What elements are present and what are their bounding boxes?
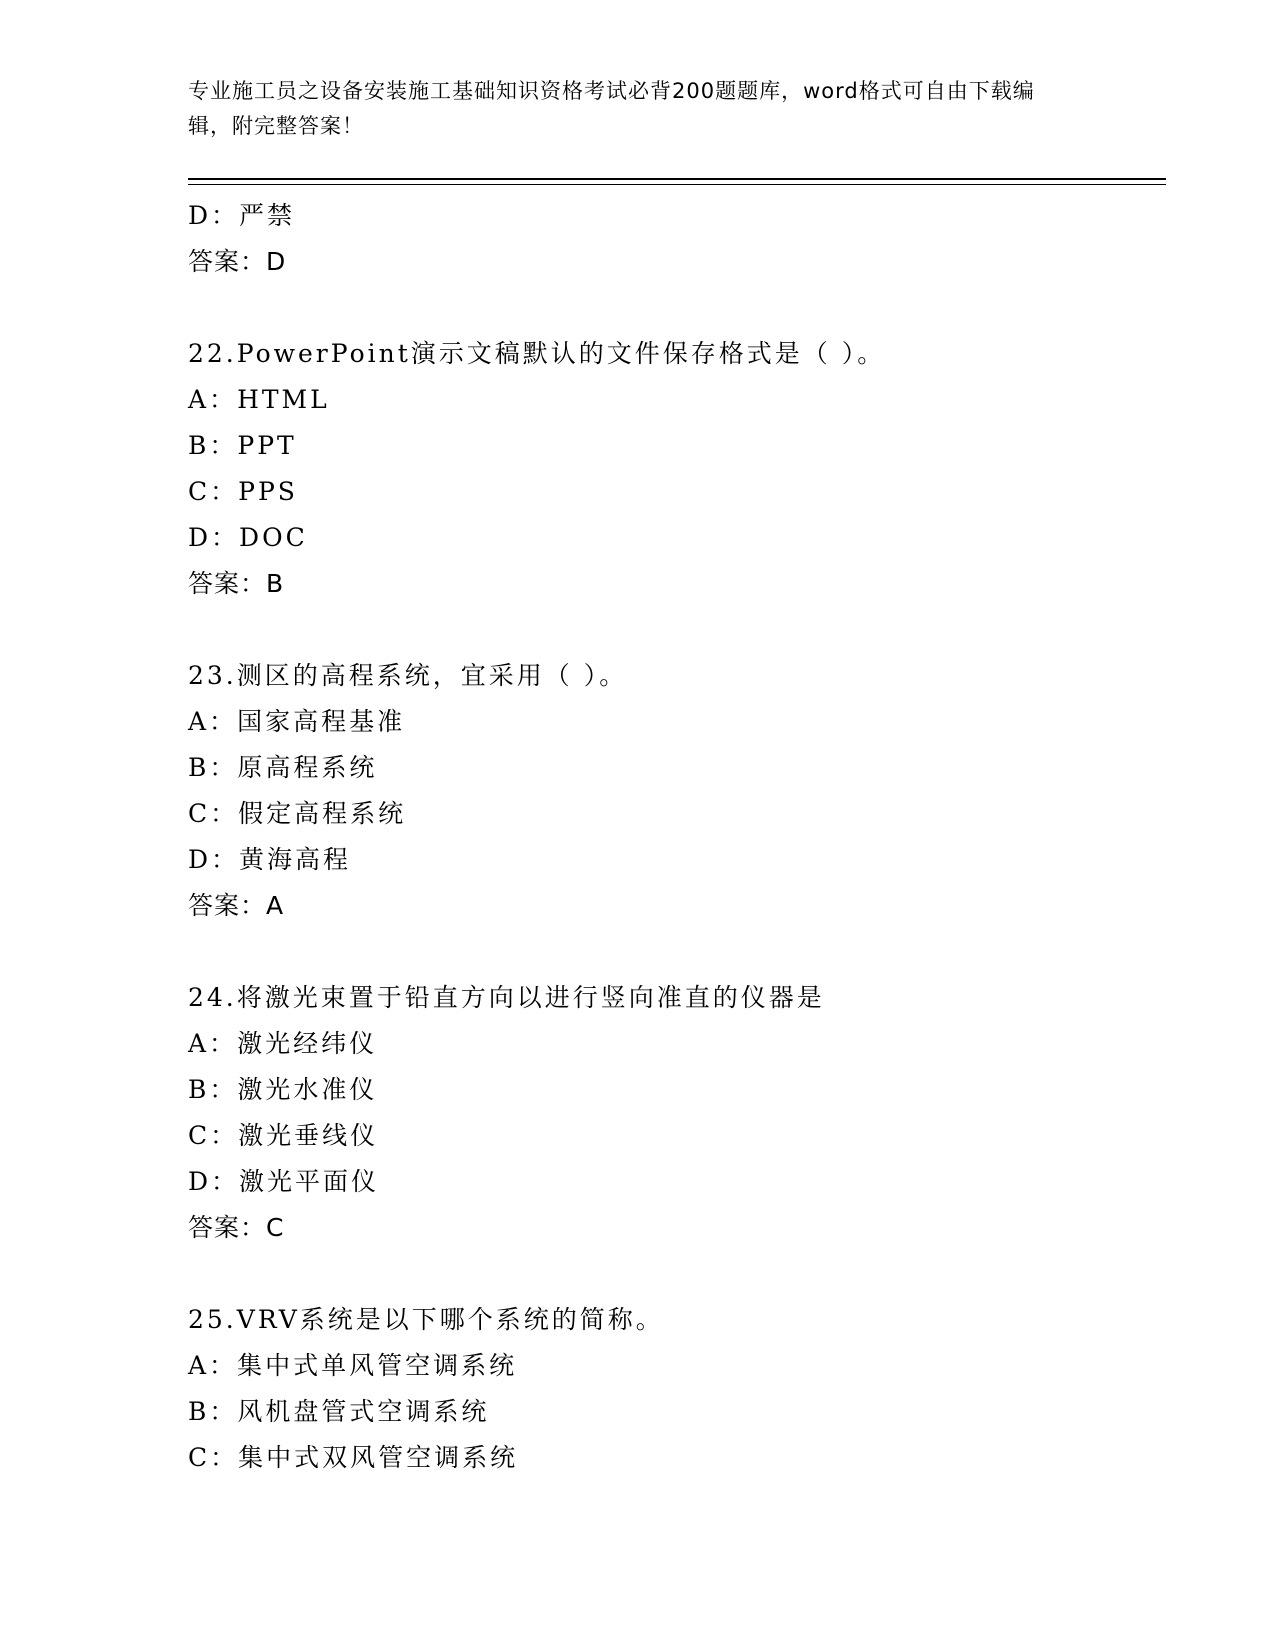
block-spacer bbox=[188, 607, 1148, 653]
option-label: B： bbox=[188, 1397, 238, 1426]
option-text: PPS bbox=[238, 477, 298, 506]
option-label: C： bbox=[188, 1121, 239, 1150]
option-text: 风机盘管式空调系统 bbox=[237, 1397, 490, 1426]
option-text: 集中式双风管空调系统 bbox=[238, 1443, 519, 1472]
header-rule-thin bbox=[188, 184, 1166, 185]
option-item bbox=[188, 1021, 1148, 1067]
question-list bbox=[188, 193, 1148, 1481]
option-text: 激光平面仪 bbox=[239, 1167, 380, 1196]
question-text: 22.PowerPoint演示文稿默认的文件保存格式是（ ）。 bbox=[188, 339, 886, 368]
question-block bbox=[188, 653, 1148, 929]
option-label: B： bbox=[188, 1075, 238, 1104]
option-text: 激光垂线仪 bbox=[238, 1121, 379, 1150]
answer-line: 答案：C bbox=[188, 1213, 285, 1242]
block-spacer bbox=[188, 929, 1148, 975]
option-item bbox=[188, 699, 1148, 745]
option-text: 激光水准仪 bbox=[237, 1075, 378, 1104]
option-text: HTML bbox=[237, 385, 330, 414]
option-item bbox=[188, 1343, 1148, 1389]
option-item bbox=[188, 1113, 1148, 1159]
question-text: 24.将激光束置于铅直方向以进行竖向准直的仪器是 bbox=[188, 983, 825, 1012]
header-rule-thick bbox=[188, 178, 1166, 180]
option-text: 集中式单风管空调系统 bbox=[237, 1351, 518, 1380]
question-block bbox=[188, 331, 1148, 607]
option-text: PPT bbox=[237, 431, 297, 460]
option-text: 黄海高程 bbox=[239, 845, 352, 874]
option-label: A： bbox=[188, 1351, 238, 1380]
answer-line: 答案：D bbox=[188, 247, 287, 276]
option-item bbox=[188, 377, 1148, 423]
option-item bbox=[188, 1159, 1148, 1205]
option-label: A： bbox=[188, 707, 238, 736]
answer-line: 答案：B bbox=[188, 569, 285, 598]
option-label: C： bbox=[188, 1443, 239, 1472]
option-label: D： bbox=[188, 523, 240, 552]
option-item bbox=[188, 791, 1148, 837]
option-text: 国家高程基准 bbox=[237, 707, 406, 736]
block-spacer bbox=[188, 1251, 1148, 1297]
option-item bbox=[188, 193, 1148, 239]
option-label: B： bbox=[188, 753, 238, 782]
option-label: D： bbox=[188, 201, 240, 230]
question-block bbox=[188, 975, 1148, 1251]
option-label: C： bbox=[188, 477, 239, 506]
question-text: 23.测区的高程系统，宜采用（ ）。 bbox=[188, 661, 628, 690]
option-item bbox=[188, 515, 1148, 561]
option-item bbox=[188, 1389, 1148, 1435]
option-label: C： bbox=[188, 799, 239, 828]
option-text: 假定高程系统 bbox=[238, 799, 407, 828]
option-text: 激光经纬仪 bbox=[237, 1029, 378, 1058]
block-spacer bbox=[188, 285, 1148, 331]
option-item bbox=[188, 423, 1148, 469]
question-block bbox=[188, 193, 1148, 285]
option-label: B： bbox=[188, 431, 238, 460]
option-text: 严禁 bbox=[239, 201, 296, 230]
option-label: A： bbox=[188, 1029, 238, 1058]
page-header: 专业施工员之设备安装施工基础知识资格考试必背200题题库，word格式可自由下载编辑，附完整答案！ bbox=[188, 79, 1035, 138]
question-block bbox=[188, 1297, 1148, 1481]
option-label: D： bbox=[188, 1167, 240, 1196]
option-item bbox=[188, 1435, 1148, 1481]
option-item bbox=[188, 469, 1148, 515]
option-item bbox=[188, 1067, 1148, 1113]
option-text: 原高程系统 bbox=[237, 753, 378, 782]
option-label: A： bbox=[188, 385, 238, 414]
option-label: D： bbox=[188, 845, 240, 874]
question-text: 25.VRV系统是以下哪个系统的简称。 bbox=[188, 1305, 664, 1334]
option-text: DOC bbox=[239, 523, 308, 552]
option-item bbox=[188, 745, 1148, 791]
answer-line: 答案：A bbox=[188, 891, 285, 920]
option-item bbox=[188, 837, 1148, 883]
